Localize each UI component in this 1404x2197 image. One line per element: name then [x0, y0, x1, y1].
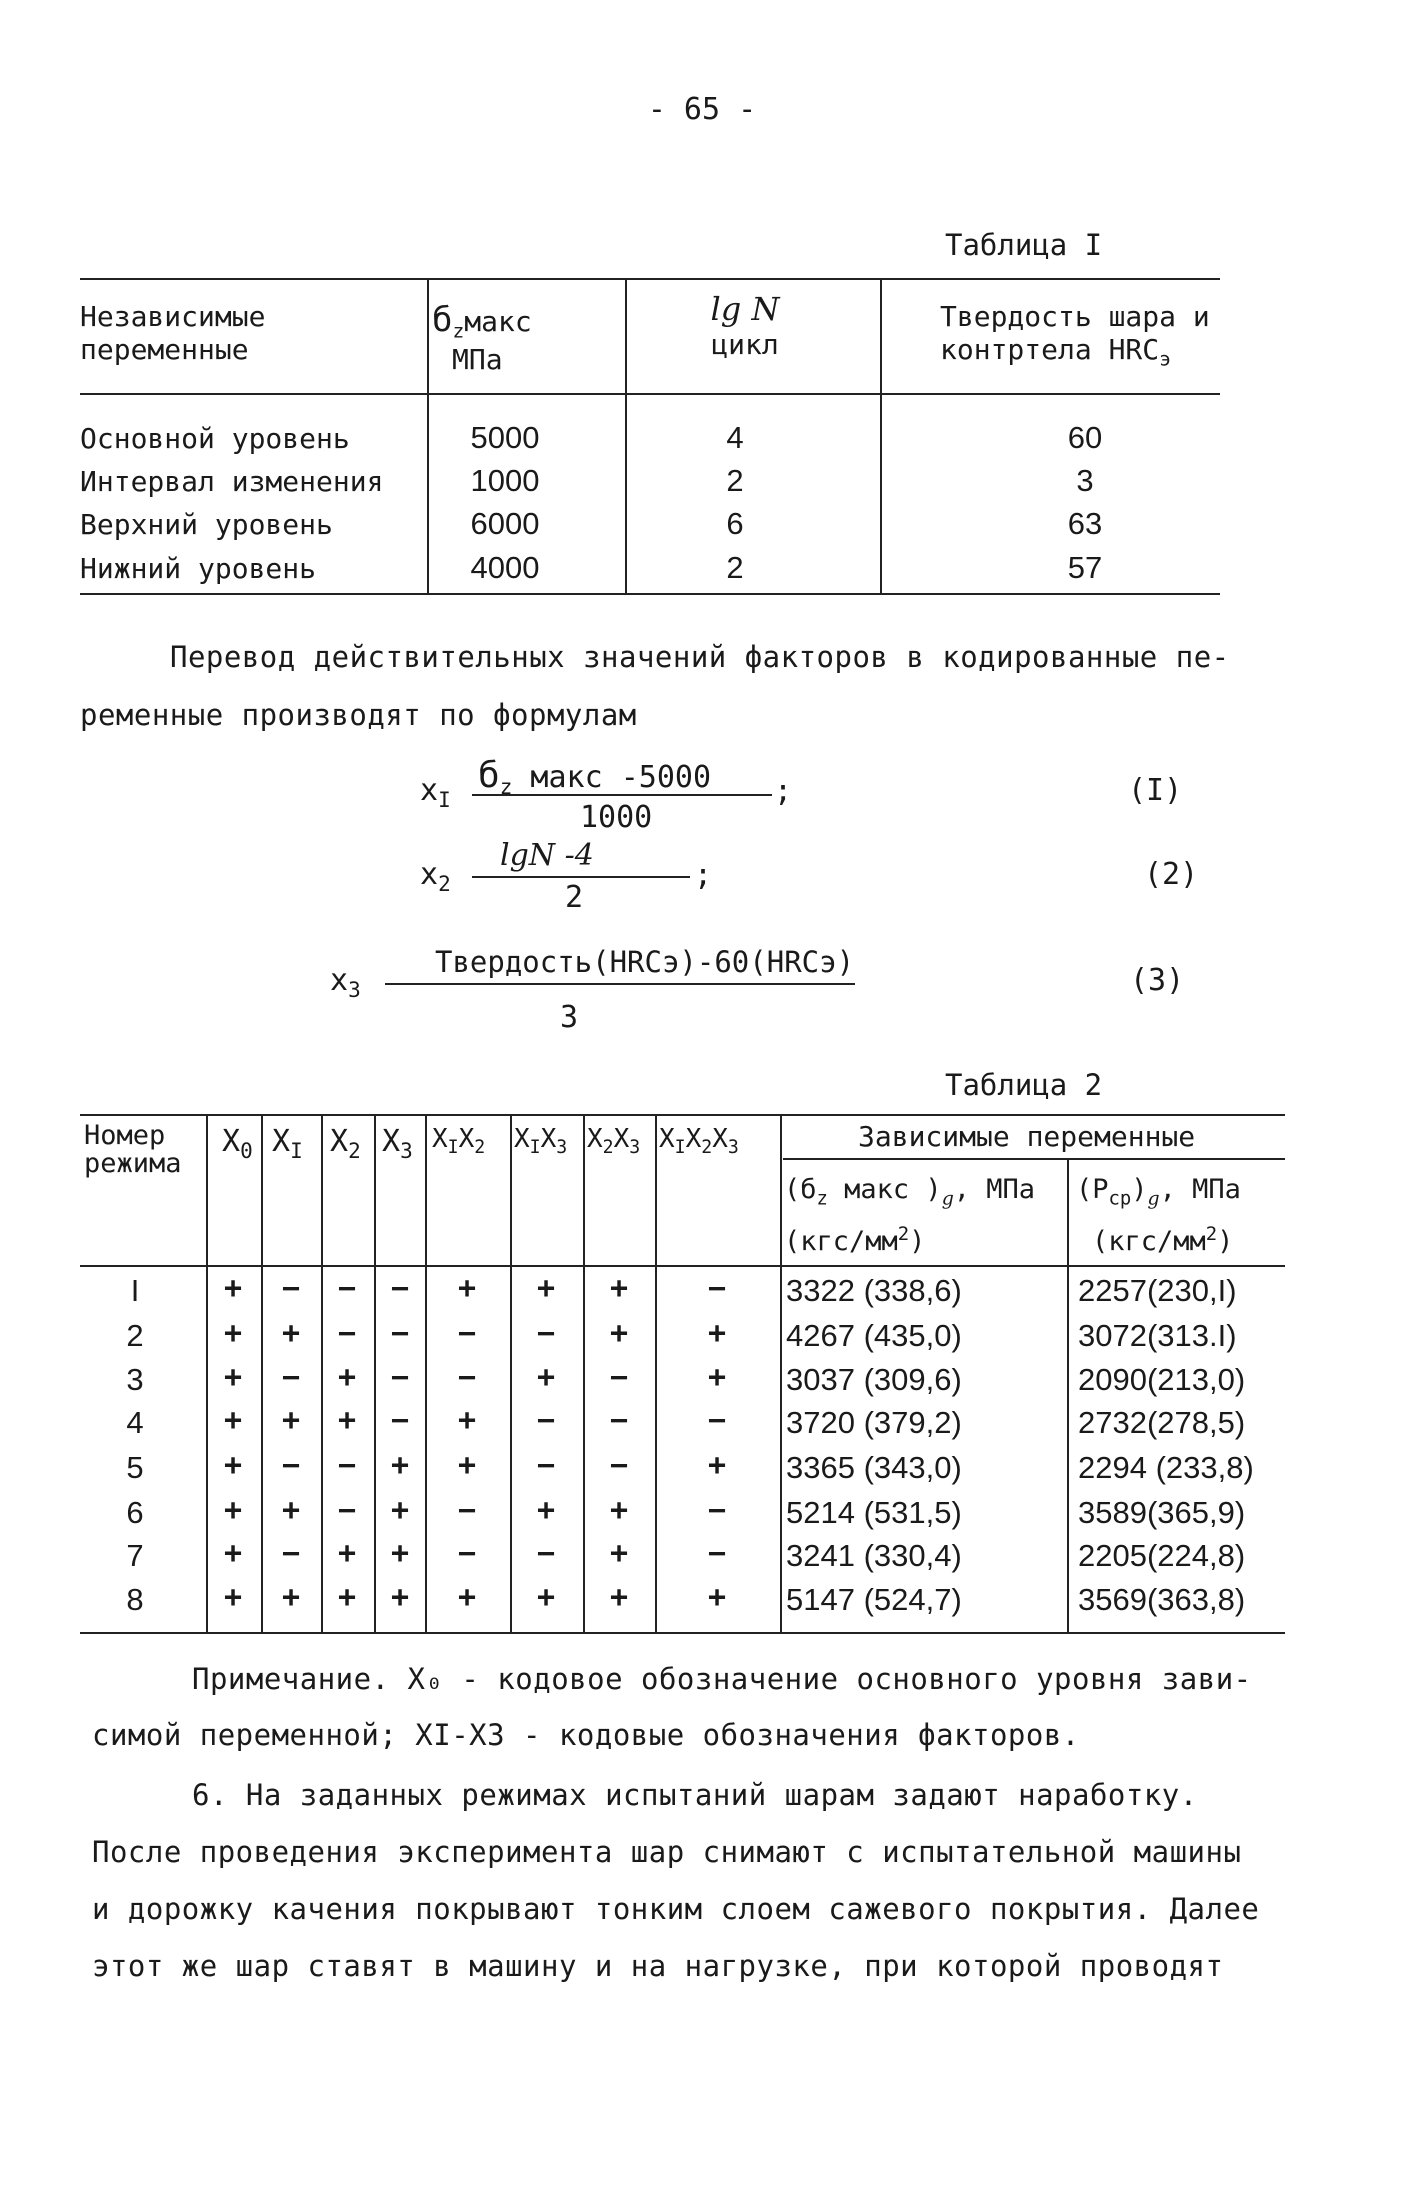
- x-sub: 3: [629, 1137, 641, 1159]
- table2-bottom-rule: [80, 1632, 1285, 1634]
- mode-number: 5: [126, 1450, 144, 1485]
- dep-text: (P: [1076, 1174, 1109, 1205]
- table1-divider: [880, 280, 882, 593]
- factor-sign: +: [390, 1580, 410, 1615]
- p-value: 2294 (233,8): [1078, 1450, 1254, 1485]
- var-sub: 2: [438, 872, 451, 896]
- mode-number: 7: [126, 1538, 144, 1573]
- factor-sign: −: [536, 1403, 556, 1438]
- sigma-value: 3720 (379,2): [786, 1405, 962, 1440]
- factor-sign: +: [536, 1271, 556, 1306]
- factor-sign: +: [536, 1493, 556, 1528]
- table2-header-mode: [84, 1122, 182, 1178]
- dep-sup: 2: [897, 1223, 910, 1246]
- x: X: [382, 1124, 401, 1159]
- p-value: 2090(213,0): [1078, 1362, 1246, 1397]
- factor-sign: −: [609, 1448, 629, 1483]
- para6-line: 6. На заданных режимах испытаний шарам задают наработку.: [192, 1778, 1198, 1812]
- x-sub: 2: [701, 1137, 713, 1159]
- x: X: [685, 1124, 702, 1154]
- formula-number: (I): [1128, 773, 1183, 808]
- factor-sign: −: [707, 1536, 727, 1571]
- dep-text: (кгс/мм: [1092, 1226, 1206, 1258]
- factor-sign: +: [281, 1493, 301, 1528]
- table2-divider: [321, 1116, 323, 1632]
- dep-sub: z: [816, 1187, 828, 1210]
- factor-sign: +: [457, 1403, 477, 1438]
- table2-divider: [374, 1116, 376, 1632]
- formula-denominator: 2: [565, 880, 584, 915]
- table2-dep-rule: [783, 1158, 1285, 1160]
- table1-header-hardness: [940, 300, 1210, 371]
- table2-divider: [655, 1116, 657, 1632]
- mode-number: 6: [126, 1495, 144, 1530]
- factor-sign: −: [337, 1316, 357, 1351]
- formula-numerator: [478, 755, 711, 799]
- table1-header-sigma: [432, 300, 532, 376]
- p-value: 3589(365,9): [1078, 1495, 1246, 1530]
- table2-divider: [1067, 1160, 1069, 1632]
- table2-divider: [510, 1116, 512, 1632]
- factor-sign: +: [337, 1536, 357, 1571]
- table2-divider: [780, 1116, 782, 1632]
- header-x2x3: [587, 1124, 640, 1158]
- formula-denominator: 1000: [580, 800, 653, 835]
- formula-tail: ;: [694, 858, 713, 893]
- formula-lhs: [420, 857, 451, 896]
- table1-row-lgn: 2: [726, 463, 744, 498]
- page-number: - 65 -: [647, 92, 757, 127]
- factor-sign: −: [390, 1360, 410, 1395]
- table1-row-label: Основной уровень: [80, 422, 350, 455]
- factor-sign: −: [457, 1316, 477, 1351]
- factor-sign: +: [390, 1493, 410, 1528]
- var-sub: I: [438, 788, 451, 812]
- p-value: 3569(363,8): [1078, 1582, 1246, 1617]
- table1-row-hrc: 3: [1076, 463, 1094, 498]
- factor-sign: +: [223, 1448, 243, 1483]
- x-sub: 2: [602, 1137, 614, 1159]
- dep-text: ): [909, 1226, 926, 1258]
- x-sub: I: [674, 1137, 686, 1159]
- header-line: режима: [84, 1148, 182, 1179]
- formula-denominator: 3: [560, 1000, 579, 1035]
- sigma-subscript: z: [499, 775, 513, 799]
- fraction-bar: [472, 794, 772, 796]
- formula-numerator: lgN -4: [500, 838, 594, 873]
- table1-bottom-rule: [80, 593, 1220, 595]
- x: X: [330, 1124, 349, 1159]
- x: X: [712, 1124, 728, 1154]
- factor-sign: +: [707, 1360, 727, 1395]
- header-line: Независимые: [80, 300, 266, 333]
- dep-text: ): [1131, 1174, 1148, 1205]
- intro-line: ременные производят по формулам: [80, 698, 637, 732]
- note-line: симой переменной; XI-X3 - кодовые обозначения факторов.: [92, 1718, 1080, 1752]
- para6-line: этот же шар ставят в машину и на нагрузке, при которой проводят: [92, 1949, 1224, 1983]
- sigma-symbol: б: [432, 300, 453, 340]
- x-sub: I: [529, 1137, 541, 1159]
- table1-row-lgn: 2: [726, 550, 744, 585]
- x-sub: I: [447, 1137, 459, 1159]
- header-x3: [382, 1124, 413, 1163]
- header-line: Номер: [84, 1120, 166, 1151]
- table1-top-rule: [80, 278, 1220, 280]
- header-dep-p: [1076, 1172, 1241, 1260]
- x: X: [540, 1124, 557, 1154]
- header-line: lg N: [710, 290, 780, 328]
- factor-sign: −: [337, 1448, 357, 1483]
- mode-number: 4: [126, 1405, 144, 1440]
- dep-text: (б: [784, 1174, 817, 1205]
- x: X: [613, 1124, 630, 1154]
- mode-number: 8: [126, 1582, 144, 1617]
- factor-sign: −: [536, 1536, 556, 1571]
- table1-caption: Таблица I: [945, 228, 1103, 262]
- factor-sign: −: [281, 1448, 301, 1483]
- factor-sign: −: [281, 1536, 301, 1571]
- factor-sign: −: [536, 1448, 556, 1483]
- x: X: [587, 1124, 603, 1154]
- table1-row-lgn: 6: [726, 506, 744, 541]
- sigma-value: 4267 (435,0): [786, 1318, 962, 1353]
- var: x: [420, 857, 439, 892]
- factor-sign: +: [223, 1580, 243, 1615]
- factor-sign: −: [281, 1360, 301, 1395]
- factor-sign: +: [457, 1580, 477, 1615]
- p-value: 3072(313.I): [1078, 1318, 1237, 1353]
- table1-row-label: Верхний уровень: [80, 508, 333, 541]
- factor-sign: +: [223, 1493, 243, 1528]
- sigma-value: 3365 (343,0): [786, 1450, 962, 1485]
- dep-sup: 2: [1205, 1223, 1218, 1246]
- factor-sign: −: [609, 1360, 629, 1395]
- factor-sign: −: [337, 1493, 357, 1528]
- header-x0: [222, 1124, 253, 1163]
- header-dependent: Зависимые переменные: [858, 1120, 1196, 1153]
- para6-line: После проведения эксперимента шар снимают с испытательной машины: [92, 1835, 1242, 1869]
- table1-row-lgn: 4: [726, 420, 744, 455]
- factor-sign: −: [457, 1360, 477, 1395]
- note-line: Примечание. X₀ - кодовое обозначение основного уровня зави-: [192, 1662, 1252, 1696]
- x-sub: 0: [240, 1139, 253, 1163]
- x-sub: 3: [400, 1139, 413, 1163]
- factor-sign: −: [390, 1271, 410, 1306]
- formula-lhs: [420, 773, 451, 812]
- table2-caption: Таблица 2: [945, 1068, 1103, 1102]
- table1-row-label: Интервал изменения: [80, 465, 384, 498]
- header-line: МПа: [452, 342, 503, 376]
- factor-sign: +: [536, 1360, 556, 1395]
- dep-sub: ср: [1108, 1187, 1132, 1210]
- table1-row-label: Нижний уровень: [80, 552, 317, 585]
- factor-sign: −: [457, 1536, 477, 1571]
- factor-sign: +: [609, 1536, 629, 1571]
- factor-sign: −: [281, 1271, 301, 1306]
- header-line: Твердость шара и: [940, 300, 1210, 333]
- factor-sign: −: [457, 1493, 477, 1528]
- factor-sign: +: [337, 1403, 357, 1438]
- factor-sign: +: [609, 1580, 629, 1615]
- numerator-text: макс -5000: [512, 760, 712, 795]
- factor-sign: +: [281, 1316, 301, 1351]
- header-x1x2x3: [659, 1124, 739, 1158]
- para6-line: и дорожку качения покрывают тонким слоем сажевого покрытия. Далее: [92, 1892, 1260, 1926]
- dep-text: макс ): [827, 1174, 942, 1205]
- table1-row-sigma: 1000: [470, 463, 540, 498]
- factor-sign: −: [337, 1271, 357, 1306]
- p-value: 2205(224,8): [1078, 1538, 1246, 1573]
- x-sub: 2: [474, 1137, 486, 1159]
- var-sub: 3: [348, 978, 361, 1002]
- header-x1x3: [514, 1124, 567, 1158]
- table1-row-sigma: 5000: [470, 420, 540, 455]
- table2-divider: [261, 1116, 263, 1632]
- var: x: [330, 963, 349, 998]
- factor-sign: +: [457, 1271, 477, 1306]
- intro-line: Перевод действительных значений факторов в кодированные пе-: [170, 640, 1230, 674]
- formula-number: (2): [1144, 857, 1199, 892]
- sigma-value: 5147 (524,7): [786, 1582, 962, 1617]
- x-sub: 3: [727, 1137, 739, 1159]
- table1-row-hrc: 57: [1067, 550, 1103, 585]
- factor-sign: +: [707, 1448, 727, 1483]
- header-line: цикл: [711, 328, 779, 361]
- sigma-value: 3322 (338,6): [786, 1273, 962, 1308]
- sigma-symbol: б: [478, 755, 500, 796]
- table1-row-hrc: 63: [1067, 506, 1103, 541]
- table1-row-sigma: 6000: [470, 506, 540, 541]
- factor-sign: +: [457, 1448, 477, 1483]
- hrc-subscript: э: [1159, 347, 1171, 371]
- header-line: контртела HRC: [940, 333, 1160, 366]
- x: X: [458, 1124, 475, 1154]
- x-sub: I: [290, 1139, 303, 1163]
- formula-numerator: Твердость(HRCэ)-60(HRCэ): [435, 945, 855, 979]
- header-x1x2: [432, 1124, 485, 1158]
- fraction-bar: [472, 876, 690, 878]
- factor-sign: +: [707, 1580, 727, 1615]
- sigma-value: 5214 (531,5): [786, 1495, 962, 1530]
- factor-sign: +: [609, 1271, 629, 1306]
- factor-sign: −: [609, 1403, 629, 1438]
- header-x1: [272, 1124, 303, 1163]
- x: X: [659, 1124, 675, 1154]
- factor-sign: +: [223, 1536, 243, 1571]
- factor-sign: +: [390, 1536, 410, 1571]
- header-dep-sigma: [784, 1172, 1035, 1260]
- factor-sign: −: [390, 1316, 410, 1351]
- factor-sign: +: [223, 1360, 243, 1395]
- var: x: [420, 773, 439, 808]
- factor-sign: +: [707, 1316, 727, 1351]
- x: X: [272, 1124, 291, 1159]
- factor-sign: −: [707, 1403, 727, 1438]
- table1-header-rule: [80, 393, 1220, 395]
- factor-sign: +: [337, 1580, 357, 1615]
- p-value: 2257(230,I): [1078, 1273, 1237, 1308]
- table2-divider: [206, 1116, 208, 1632]
- header-line: макс: [464, 305, 532, 338]
- factor-sign: −: [536, 1316, 556, 1351]
- factor-sign: −: [707, 1271, 727, 1306]
- table1-row-hrc: 60: [1067, 420, 1103, 455]
- factor-sign: +: [281, 1403, 301, 1438]
- formula-tail: ;: [774, 774, 793, 809]
- sigma-value: 3037 (309,6): [786, 1362, 962, 1397]
- sigma-value: 3241 (330,4): [786, 1538, 962, 1573]
- table2-divider: [583, 1116, 585, 1632]
- factor-sign: +: [609, 1316, 629, 1351]
- table1-header-variable: [80, 300, 265, 366]
- factor-sign: +: [281, 1580, 301, 1615]
- dep-sub: g: [941, 1187, 954, 1210]
- table1-header-lgn: [680, 290, 810, 361]
- header-x2: [330, 1124, 361, 1163]
- fraction-bar: [385, 983, 855, 985]
- p-value: 2732(278,5): [1078, 1405, 1246, 1440]
- x: X: [222, 1124, 241, 1159]
- x-sub: 3: [556, 1137, 568, 1159]
- table1-divider: [625, 280, 627, 593]
- x: X: [432, 1124, 448, 1154]
- dep-unit: , МПа: [953, 1174, 1036, 1205]
- factor-sign: +: [223, 1316, 243, 1351]
- sigma-subscript: z: [452, 319, 465, 343]
- factor-sign: +: [337, 1360, 357, 1395]
- dep-unit: , МПа: [1159, 1174, 1241, 1205]
- table1-divider: [427, 280, 429, 593]
- factor-sign: −: [390, 1403, 410, 1438]
- factor-sign: +: [609, 1493, 629, 1528]
- x: X: [514, 1124, 530, 1154]
- factor-sign: −: [707, 1493, 727, 1528]
- header-line: переменные: [80, 333, 249, 366]
- factor-sign: +: [223, 1271, 243, 1306]
- factor-sign: +: [390, 1448, 410, 1483]
- factor-sign: +: [536, 1580, 556, 1615]
- table2-divider: [425, 1116, 427, 1632]
- mode-number: 3: [126, 1362, 144, 1397]
- dep-sub: g: [1147, 1187, 1160, 1210]
- formula-lhs: [330, 963, 361, 1002]
- factor-sign: +: [223, 1403, 243, 1438]
- dep-text: (кгс/мм: [784, 1226, 898, 1258]
- formula-number: (3): [1130, 963, 1185, 998]
- dep-text: ): [1217, 1226, 1234, 1258]
- x-sub: 2: [348, 1139, 361, 1163]
- mode-number: 2: [126, 1318, 144, 1353]
- mode-number: I: [130, 1273, 140, 1308]
- table1-row-sigma: 4000: [470, 550, 540, 585]
